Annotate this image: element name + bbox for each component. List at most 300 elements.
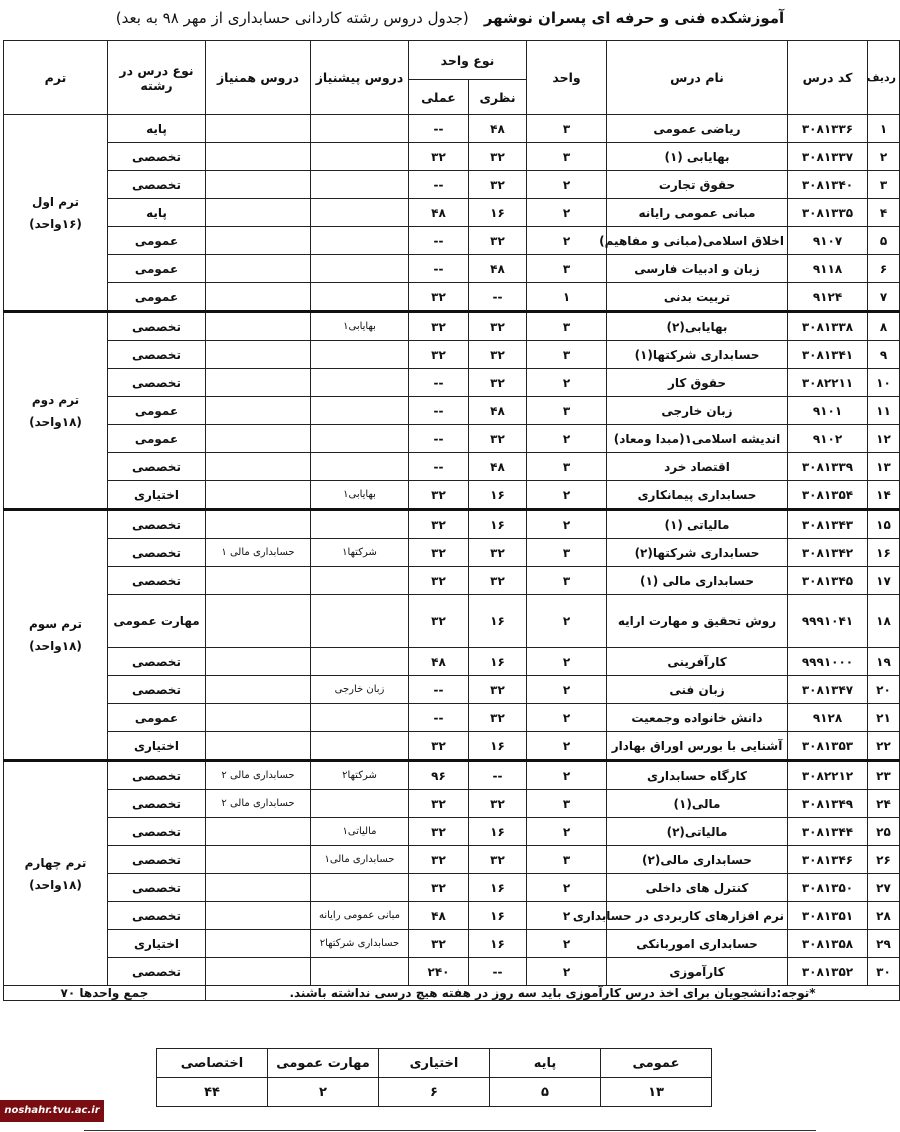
table-row (4, 143, 900, 171)
course-corequisite (206, 958, 311, 986)
course-type: تخصصی (108, 902, 206, 930)
summary-header: اختصاصی (157, 1049, 268, 1078)
table-row (4, 171, 900, 199)
course-row-number: ۱۰ (868, 369, 900, 397)
course-code: ۳۰۸۱۳۵۳ (788, 732, 868, 761)
course-type: تخصصی (108, 453, 206, 481)
course-type: تخصصی (108, 312, 206, 341)
course-practical-hours: ۳۲ (409, 283, 469, 312)
header-unit-type: نوع واحد (409, 41, 527, 80)
course-units: ۳ (527, 341, 607, 369)
course-type: عمومی (108, 425, 206, 453)
course-type: تخصصی (108, 958, 206, 986)
course-prerequisite (311, 425, 409, 453)
summary-value: ۵ (490, 1078, 601, 1107)
summary-header: اختیاری (379, 1049, 490, 1078)
course-units: ۲ (527, 676, 607, 704)
table-row (4, 341, 900, 369)
course-theory-hours: ۴۸ (469, 255, 527, 283)
course-row-number: ۱۵ (868, 510, 900, 539)
table-row (4, 199, 900, 227)
course-practical-hours: ۴۸ (409, 648, 469, 676)
course-units: ۳ (527, 397, 607, 425)
term-cell (4, 510, 108, 761)
course-corequisite (206, 171, 311, 199)
term-units: (۱۸واحد) (29, 414, 82, 429)
table-row (4, 567, 900, 595)
summary-value: ۲ (268, 1078, 379, 1107)
course-table (3, 40, 900, 1001)
course-practical-hours: -- (409, 369, 469, 397)
course-name: اندیشه اسلامی۱(مبدا ومعاد) (607, 425, 788, 453)
course-practical-hours: ۳۲ (409, 790, 469, 818)
course-practical-hours: -- (409, 227, 469, 255)
course-type: تخصصی (108, 676, 206, 704)
course-corequisite (206, 595, 311, 648)
course-units: ۳ (527, 143, 607, 171)
course-corequisite: حسابداری مالی ۱ (206, 539, 311, 567)
course-corequisite (206, 481, 311, 510)
course-row-number: ۲۳ (868, 761, 900, 790)
course-type: تخصصی (108, 818, 206, 846)
course-corequisite (206, 510, 311, 539)
course-prerequisite (311, 790, 409, 818)
course-corequisite (206, 255, 311, 283)
course-name: مبانی عمومی رایانه (607, 199, 788, 227)
table-row (4, 930, 900, 958)
course-name: بهایابی (۱) (607, 143, 788, 171)
course-practical-hours: ۳۲ (409, 567, 469, 595)
course-prerequisite (311, 283, 409, 312)
course-name: حقوق تجارت (607, 171, 788, 199)
course-practical-hours: -- (409, 453, 469, 481)
term-label: ترم دوم (31, 392, 80, 407)
course-prerequisite (311, 732, 409, 761)
course-corequisite (206, 369, 311, 397)
course-name: ریاضی عمومی (607, 115, 788, 143)
course-code: ۹۱۰۲ (788, 425, 868, 453)
course-units: ۲ (527, 818, 607, 846)
course-prerequisite: مالیاتی۱ (311, 818, 409, 846)
course-type: تخصصی (108, 539, 206, 567)
course-name: تربیت بدنی (607, 283, 788, 312)
course-prerequisite (311, 453, 409, 481)
course-corequisite (206, 283, 311, 312)
summary-table (156, 1048, 712, 1107)
internship-note: *توجه:دانشجویان برای اخذ درس کارآموزی باید سه روز در هفته هیچ درسی نداشته باشند. (206, 986, 900, 1001)
course-code: ۳۰۸۱۳۳۸ (788, 312, 868, 341)
course-type: تخصصی (108, 648, 206, 676)
course-row-number: ۱۷ (868, 567, 900, 595)
header-prereq: دروس پیشنیاز (311, 41, 409, 115)
course-corequisite (206, 902, 311, 930)
course-corequisite: حسابداری مالی ۲ (206, 761, 311, 790)
course-units: ۲ (527, 425, 607, 453)
course-corequisite (206, 425, 311, 453)
course-name: حسابداری مالی(۲) (607, 846, 788, 874)
course-name: روش تحقیق و مهارت ارایه (607, 595, 788, 648)
course-name: حسابداری اموربانکی (607, 930, 788, 958)
course-prerequisite (311, 341, 409, 369)
course-corequisite (206, 567, 311, 595)
course-code: ۳۰۸۱۳۳۵ (788, 199, 868, 227)
course-type: اختیاری (108, 930, 206, 958)
course-theory-hours: ۳۲ (469, 369, 527, 397)
course-prerequisite (311, 199, 409, 227)
course-units: ۲ (527, 171, 607, 199)
course-units: ۲ (527, 369, 607, 397)
course-units: ۳ (527, 567, 607, 595)
course-units: ۲ (527, 761, 607, 790)
course-theory-hours: ۱۶ (469, 818, 527, 846)
course-prerequisite (311, 510, 409, 539)
course-row-number: ۱۲ (868, 425, 900, 453)
header-theory: نظری (469, 80, 527, 115)
course-name: حسابداری مالی (۱) (607, 567, 788, 595)
course-prerequisite (311, 143, 409, 171)
course-corequisite (206, 397, 311, 425)
course-practical-hours: ۳۲ (409, 481, 469, 510)
course-code: ۳۰۸۱۳۴۶ (788, 846, 868, 874)
course-code: ۳۰۸۱۳۴۲ (788, 539, 868, 567)
course-practical-hours: -- (409, 704, 469, 732)
course-type: تخصصی (108, 846, 206, 874)
course-name: کنترل های داخلی (607, 874, 788, 902)
title-subtitle: (جدول دروس رشته کاردانی حسابداری از مهر ۹۸ به بعد) (115, 9, 469, 27)
course-code: ۹۱۲۴ (788, 283, 868, 312)
course-units: ۳ (527, 453, 607, 481)
course-prerequisite (311, 255, 409, 283)
course-row-number: ۱۳ (868, 453, 900, 481)
term-label: ترم اول (32, 194, 79, 209)
course-corequisite: حسابداری مالی ۲ (206, 790, 311, 818)
course-theory-hours: ۳۲ (469, 790, 527, 818)
course-name: زبان خارجی (607, 397, 788, 425)
term-cell (4, 115, 108, 312)
course-theory-hours: ۳۲ (469, 227, 527, 255)
course-corequisite (206, 453, 311, 481)
table-row (4, 115, 900, 143)
term-units: (۱۶واحد) (29, 216, 82, 231)
course-code: ۳۰۸۱۳۴۷ (788, 676, 868, 704)
course-row-number: ۲۰ (868, 676, 900, 704)
course-row-number: ۲۲ (868, 732, 900, 761)
header-term: ترم (4, 41, 108, 115)
course-units: ۲ (527, 481, 607, 510)
course-type: اختیاری (108, 732, 206, 761)
course-prerequisite: بهایابی۱ (311, 481, 409, 510)
summary-header: پایه (490, 1049, 601, 1078)
course-prerequisite: مبانی عمومی رایانه (311, 902, 409, 930)
term-units: (۱۸واحد) (29, 877, 82, 892)
course-prerequisite (311, 369, 409, 397)
course-theory-hours: ۱۶ (469, 510, 527, 539)
table-row (4, 397, 900, 425)
table-row (4, 874, 900, 902)
course-type: تخصصی (108, 874, 206, 902)
course-code: ۳۰۸۱۳۳۶ (788, 115, 868, 143)
course-name: زبان و ادبیات فارسی (607, 255, 788, 283)
course-code: ۳۰۸۱۳۴۵ (788, 567, 868, 595)
course-units: ۲ (527, 902, 607, 930)
course-row-number: ۲ (868, 143, 900, 171)
course-type: عمومی (108, 255, 206, 283)
course-theory-hours: ۱۶ (469, 930, 527, 958)
course-type: تخصصی (108, 790, 206, 818)
table-row (4, 369, 900, 397)
course-units: ۲ (527, 510, 607, 539)
summary-header: عمومی (601, 1049, 712, 1078)
course-practical-hours: ۳۲ (409, 143, 469, 171)
course-code: ۳۰۸۲۲۱۱ (788, 369, 868, 397)
course-corequisite (206, 874, 311, 902)
table-row (4, 902, 900, 930)
course-theory-hours: ۴۸ (469, 453, 527, 481)
course-units: ۲ (527, 704, 607, 732)
course-practical-hours: -- (409, 171, 469, 199)
table-row (4, 790, 900, 818)
course-practical-hours: ۹۶ (409, 761, 469, 790)
table-row (4, 761, 900, 790)
course-code: ۳۰۸۱۳۳۷ (788, 143, 868, 171)
course-theory-hours: ۳۲ (469, 704, 527, 732)
course-row-number: ۱۱ (868, 397, 900, 425)
table-row (4, 227, 900, 255)
course-practical-hours: -- (409, 397, 469, 425)
summary-value: ۴۴ (157, 1078, 268, 1107)
table-row (4, 510, 900, 539)
table-row (4, 255, 900, 283)
course-prerequisite: حسابداری شرکتها۲ (311, 930, 409, 958)
course-theory-hours: ۱۶ (469, 874, 527, 902)
course-row-number: ۴ (868, 199, 900, 227)
course-type: عمومی (108, 704, 206, 732)
header-code: کد درس (788, 41, 868, 115)
course-units: ۳ (527, 115, 607, 143)
course-code: ۳۰۸۱۳۵۲ (788, 958, 868, 986)
term-units: (۱۸واحد) (29, 639, 82, 653)
course-prerequisite (311, 115, 409, 143)
header-units: واحد (527, 41, 607, 115)
course-units: ۳ (527, 539, 607, 567)
course-practical-hours: -- (409, 676, 469, 704)
course-name: زبان فنی (607, 676, 788, 704)
course-row-number: ۳ (868, 171, 900, 199)
course-theory-hours: ۳۲ (469, 425, 527, 453)
course-row-number: ۱۸ (868, 595, 900, 648)
course-units: ۲ (527, 199, 607, 227)
course-row-number: ۱۴ (868, 481, 900, 510)
course-row-number: ۲۸ (868, 902, 900, 930)
course-theory-hours: ۱۶ (469, 481, 527, 510)
summary-header: مهارت عمومی (268, 1049, 379, 1078)
course-row-number: ۲۴ (868, 790, 900, 818)
course-prerequisite (311, 595, 409, 648)
course-type: تخصصی (108, 567, 206, 595)
course-units: ۲ (527, 227, 607, 255)
course-prerequisite (311, 171, 409, 199)
course-theory-hours: ۳۲ (469, 539, 527, 567)
course-row-number: ۵ (868, 227, 900, 255)
course-theory-hours: ۳۲ (469, 143, 527, 171)
course-row-number: ۲۱ (868, 704, 900, 732)
course-code: ۹۱۱۸ (788, 255, 868, 283)
course-theory-hours: ۱۶ (469, 595, 527, 648)
table-row (4, 732, 900, 761)
table-row (4, 846, 900, 874)
course-units: ۲ (527, 648, 607, 676)
course-row-number: ۱۹ (868, 648, 900, 676)
course-name: حسابداری شرکتها(۲) (607, 539, 788, 567)
course-practical-hours: ۳۲ (409, 874, 469, 902)
course-practical-hours: -- (409, 425, 469, 453)
course-theory-hours: ۳۲ (469, 676, 527, 704)
course-prerequisite (311, 648, 409, 676)
course-units: ۲ (527, 930, 607, 958)
course-type: مهارت عمومی (108, 595, 206, 648)
course-row-number: ۸ (868, 312, 900, 341)
course-name: کارگاه حسابداری (607, 761, 788, 790)
course-prerequisite (311, 397, 409, 425)
course-code: ۳۰۸۲۲۱۲ (788, 761, 868, 790)
course-name: دانش خانواده وجمعیت (607, 704, 788, 732)
course-practical-hours: -- (409, 255, 469, 283)
course-row-number: ۳۰ (868, 958, 900, 986)
table-row (4, 676, 900, 704)
course-name: اخلاق اسلامی(مبانی و مفاهیم) (607, 227, 788, 255)
course-practical-hours: ۳۲ (409, 846, 469, 874)
course-prerequisite: زبان خارجی (311, 676, 409, 704)
course-prerequisite: شرکتها۱ (311, 539, 409, 567)
course-type: عمومی (108, 283, 206, 312)
course-practical-hours: ۳۲ (409, 510, 469, 539)
summary-value: ۶ (379, 1078, 490, 1107)
course-theory-hours: ۴۸ (469, 115, 527, 143)
course-code: ۹۹۹۱۰۰۰ (788, 648, 868, 676)
header-practical: عملی (409, 80, 469, 115)
course-practical-hours: ۲۴۰ (409, 958, 469, 986)
table-row (4, 648, 900, 676)
course-type: پایه (108, 115, 206, 143)
table-row (4, 312, 900, 341)
course-row-number: ۱۶ (868, 539, 900, 567)
course-row-number: ۹ (868, 341, 900, 369)
course-units: ۳ (527, 846, 607, 874)
course-corequisite (206, 732, 311, 761)
course-units: ۳ (527, 255, 607, 283)
course-code: ۳۰۸۱۳۴۹ (788, 790, 868, 818)
course-code: ۳۰۸۱۳۴۴ (788, 818, 868, 846)
header-coreq: دروس همنیاز (206, 41, 311, 115)
course-type: تخصصی (108, 369, 206, 397)
table-row (4, 704, 900, 732)
term-label: ترم سوم (28, 617, 83, 631)
course-theory-hours: ۱۶ (469, 648, 527, 676)
course-code: ۳۰۸۱۳۵۴ (788, 481, 868, 510)
course-practical-hours: ۴۸ (409, 199, 469, 227)
course-practical-hours: ۳۲ (409, 732, 469, 761)
course-units: ۳ (527, 312, 607, 341)
course-corequisite (206, 143, 311, 171)
course-practical-hours: ۳۲ (409, 595, 469, 648)
course-name: کارآفرینی (607, 648, 788, 676)
summary-value: ۱۳ (601, 1078, 712, 1107)
website-badge: noshahr.tvu.ac.ir (0, 1100, 104, 1122)
course-code: ۳۰۸۱۳۴۳ (788, 510, 868, 539)
course-row-number: ۲۷ (868, 874, 900, 902)
course-type: عمومی (108, 397, 206, 425)
course-prerequisite: حسابداری مالی۱ (311, 846, 409, 874)
course-name: حسابداری پیمانکاری (607, 481, 788, 510)
course-name: حقوق کار (607, 369, 788, 397)
table-row (4, 481, 900, 510)
header-course-type: نوع درس در رشته (108, 41, 206, 115)
course-corequisite (206, 115, 311, 143)
header-name: نام درس (607, 41, 788, 115)
course-practical-hours: -- (409, 115, 469, 143)
course-corequisite (206, 846, 311, 874)
course-code: ۳۰۸۱۳۴۰ (788, 171, 868, 199)
course-units: ۳ (527, 790, 607, 818)
course-code: ۹۹۹۱۰۴۱ (788, 595, 868, 648)
course-theory-hours: ۱۶ (469, 732, 527, 761)
course-code: ۳۰۸۱۳۵۱ (788, 902, 868, 930)
course-corequisite (206, 930, 311, 958)
table-row (4, 595, 900, 648)
course-theory-hours: -- (469, 958, 527, 986)
table-row (4, 283, 900, 312)
course-row-number: ۲۶ (868, 846, 900, 874)
header-row: ردیف (868, 41, 900, 115)
title-main: آموزشکده فنی و حرفه ای پسران نوشهر (483, 9, 785, 27)
course-code: ۳۰۸۱۳۳۹ (788, 453, 868, 481)
course-corequisite (206, 341, 311, 369)
course-prerequisite: بهایابی۱ (311, 312, 409, 341)
course-code: ۳۰۸۱۳۵۸ (788, 930, 868, 958)
course-type: پایه (108, 199, 206, 227)
course-code: ۳۰۸۱۳۴۱ (788, 341, 868, 369)
course-name: مالی(۱) (607, 790, 788, 818)
course-code: ۹۱۰۱ (788, 397, 868, 425)
course-practical-hours: ۴۸ (409, 902, 469, 930)
course-row-number: ۶ (868, 255, 900, 283)
course-code: ۳۰۸۱۳۵۰ (788, 874, 868, 902)
course-prerequisite: شرکتها۲ (311, 761, 409, 790)
page-title (0, 8, 900, 38)
course-prerequisite (311, 874, 409, 902)
course-name: مالیاتی (۱) (607, 510, 788, 539)
course-type: عمومی (108, 227, 206, 255)
course-name: مالیاتی(۲) (607, 818, 788, 846)
course-row-number: ۷ (868, 283, 900, 312)
course-units: ۲ (527, 874, 607, 902)
course-practical-hours: ۳۲ (409, 539, 469, 567)
course-corequisite (206, 199, 311, 227)
course-practical-hours: ۳۲ (409, 930, 469, 958)
course-practical-hours: ۳۲ (409, 341, 469, 369)
term-cell (4, 312, 108, 510)
course-name: نرم افزارهای کاربردی در حسابداری (607, 902, 788, 930)
course-units: ۲ (527, 732, 607, 761)
course-type: تخصصی (108, 761, 206, 790)
course-row-number: ۱ (868, 115, 900, 143)
course-prerequisite (311, 567, 409, 595)
term-label: ترم چهارم (24, 855, 87, 870)
course-name: کارآموزی (607, 958, 788, 986)
course-corequisite (206, 704, 311, 732)
course-units: ۱ (527, 283, 607, 312)
course-type: تخصصی (108, 510, 206, 539)
